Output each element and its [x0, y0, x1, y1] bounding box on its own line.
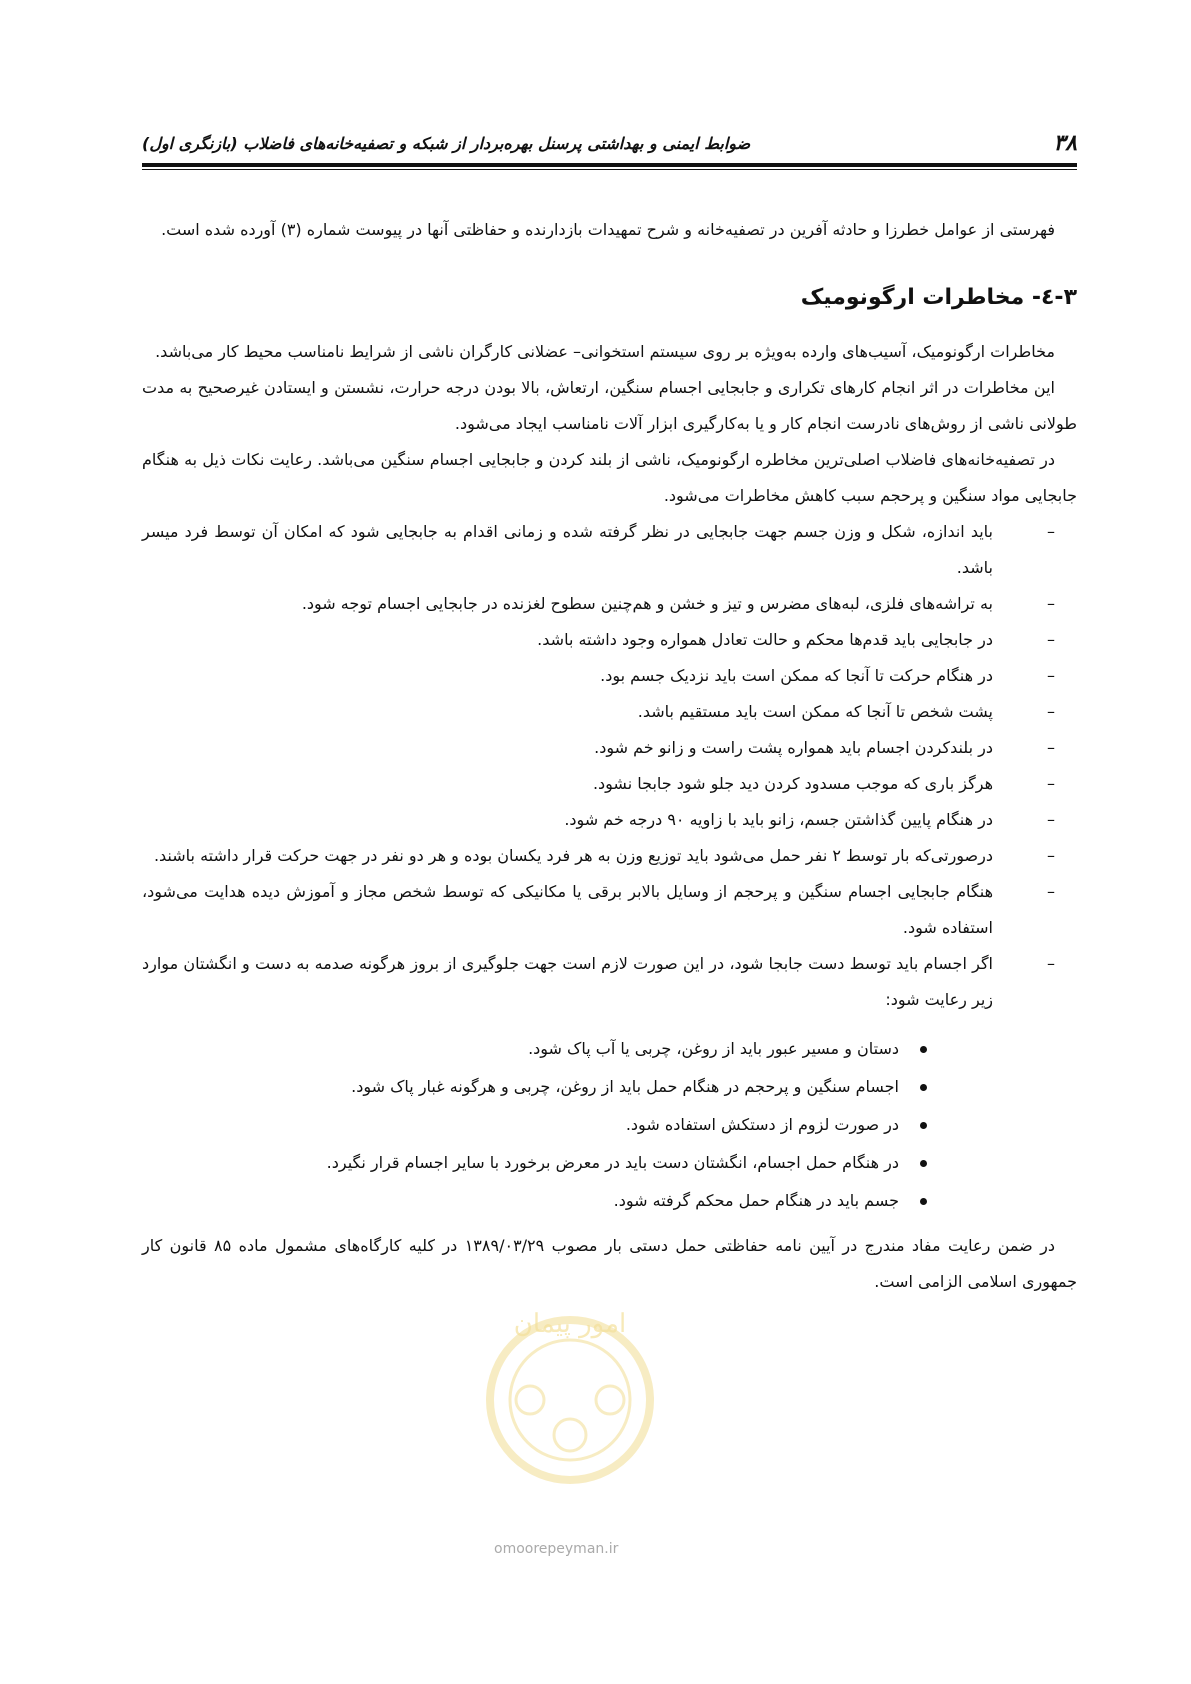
- list-item-text: هرگز باری که موجب مسدود کردن دید جلو شود جابجا نشود.: [592, 774, 993, 793]
- intro-paragraph: فهرستی از عوامل خطرزا و حادثه آفرین در تصفیه‌خانه و شرح تمهیدات بازدارنده و حفاظتی آنها در پیوست شماره (۳) آورده شده است.: [161, 220, 1055, 239]
- dash-marker: –: [1047, 882, 1055, 901]
- list-item: [142, 802, 1077, 838]
- list-item: [142, 766, 1077, 802]
- watermark-text: امور پیمان: [513, 1309, 627, 1339]
- dash-marker: –: [1047, 666, 1055, 685]
- list-item-text: درصورتی‌که بار توسط ۲ نفر حمل می‌شود باید توزیع وزن به هر فرد یکسان بوده و هر دو نفر در جهت حرکت قرار داشته باشند.: [153, 846, 993, 865]
- watermark-url: omoorepeyman.ir: [494, 1541, 619, 1557]
- dash-list: [142, 514, 1077, 1018]
- dash-marker: –: [1047, 630, 1055, 649]
- page-header: [142, 128, 1077, 158]
- bullet-dot-icon: [920, 1122, 927, 1129]
- dash-marker: –: [1047, 522, 1055, 541]
- paragraph-1: مخاطرات ارگونومیک، آسیب‌های وارده به‌ویژه بر روی سیستم استخوانی– عضلانی کارگران ناشی از شرایط نامناسب محیط کار می‌باشد.: [155, 342, 1055, 361]
- paragraph-2: این مخاطرات در اثر انجام کارهای تکراری و جابجایی اجسام سنگین، ارتعاش، بالا بودن درجه حرارت، نشستن و ایستادن غیرصحیح به مدت طولانی ناشی از روش‌های نادرست انجام کار و یا به‌کارگیری ابزار آلات نامناسب ایجاد می‌شود.: [142, 378, 1077, 433]
- header-rule-thin: [142, 169, 1077, 170]
- list-item: [142, 586, 1077, 622]
- section-title: ۳-٤- مخاطرات ارگونومیک: [800, 285, 1077, 310]
- bullet-item: [142, 1144, 1077, 1182]
- list-item: [142, 874, 1077, 946]
- list-item: [142, 730, 1077, 766]
- list-item-text: اگر اجسام باید توسط دست جابجا شود، در این صورت لازم است جهت جلوگیری از بروز هرگونه صدمه به دست و انگشتان موارد زیر رعایت شود:: [142, 954, 993, 1009]
- bullet-item-text: دستان و مسیر عبور باید از روغن، چربی یا آب پاک شود.: [528, 1039, 899, 1058]
- running-title: ضوابط ایمنی و بهداشتی پرسنل بهره‌بردار از شبکه و تصفیه‌خانه‌های فاضلاب (بازنگری اول): [142, 133, 751, 153]
- list-item-text: در هنگام پایین گذاشتن جسم، زانو باید با زاویه ۹۰ درجه خم شود.: [564, 810, 993, 829]
- bullet-item-text: در صورت لزوم از دستکش استفاده شود.: [625, 1115, 899, 1134]
- list-item: [142, 658, 1077, 694]
- list-item: [142, 838, 1077, 874]
- list-item: [142, 622, 1077, 658]
- list-item-text: پشت شخص تا آنجا که ممکن است باید مستقیم باشد.: [637, 702, 993, 721]
- bullet-item-text: جسم باید در هنگام حمل محکم گرفته شود.: [613, 1191, 899, 1210]
- bullet-item: [142, 1068, 1077, 1106]
- header-rule-thick: [142, 163, 1077, 167]
- bullet-list: [142, 1030, 1077, 1220]
- list-item-text: در جابجایی باید قدم‌ها محکم و حالت تعادل همواره وجود داشته باشد.: [537, 630, 993, 649]
- list-item-text: باید اندازه، شکل و وزن جسم جهت جابجایی در نظر گرفته شده و زمانی اقدام به جابجایی شود که امکان آن توسط فرد میسر باشد.: [142, 522, 993, 577]
- bullet-dot-icon: [920, 1160, 927, 1167]
- dash-marker: –: [1047, 738, 1055, 757]
- bullet-item-text: اجسام سنگین و پرحجم در هنگام حمل باید از روغن، چربی و هرگونه غبار پاک شود.: [351, 1077, 899, 1096]
- bullet-item-text: در هنگام حمل اجسام، انگشتان دست باید در معرض برخورد با سایر اجسام قرار نگیرد.: [326, 1153, 899, 1172]
- bullet-dot-icon: [920, 1084, 927, 1091]
- list-item: [142, 694, 1077, 730]
- bullet-item: [142, 1106, 1077, 1144]
- dash-marker: –: [1047, 774, 1055, 793]
- dash-marker: –: [1047, 846, 1055, 865]
- bullet-dot-icon: [920, 1198, 927, 1205]
- body-content: [142, 212, 1077, 1300]
- dash-marker: –: [1047, 954, 1055, 973]
- list-item-text: هنگام جابجایی اجسام سنگین و پرحجم از وسایل بالابر برقی یا مکانیکی که توسط شخص مجاز و آموزش دیده هدایت می‌شود، استفاده شود.: [142, 882, 993, 937]
- list-item-text: در هنگام حرکت تا آنجا که ممکن است باید نزدیک جسم بود.: [600, 666, 993, 685]
- bullet-item: [142, 1182, 1077, 1220]
- list-item: [142, 514, 1077, 586]
- list-item: [142, 946, 1077, 1018]
- dash-marker: –: [1047, 810, 1055, 829]
- page-number: ۳۸: [1053, 130, 1077, 156]
- list-item-text: به تراشه‌های فلزی، لبه‌های مضرس و تیز و خشن و هم‌چنین سطوح لغزنده در جابجایی اجسام توجه شود.: [301, 594, 993, 613]
- paragraph-3: در تصفیه‌خانه‌های فاضلاب اصلی‌ترین مخاطره ارگونومیک، ناشی از بلند کردن و جابجایی اجسام سنگین می‌باشد. رعایت نکات ذیل به هنگام جابجایی مواد سنگین و پرحجم سبب کاهش مخاطرات می‌شود.: [142, 450, 1077, 505]
- dash-marker: –: [1047, 702, 1055, 721]
- closing-paragraph: در ضمن رعایت مفاد مندرج در آیین نامه حفاظتی حمل دستی بار مصوب ۱۳۸۹/۰۳/۲۹ در کلیه کارگاه‌های مشمول ماده ۸۵ قانون کار جمهوری اسلامی الزامی است.: [142, 1236, 1077, 1291]
- bullet-dot-icon: [920, 1046, 927, 1053]
- watermark-logo: [470, 1250, 670, 1550]
- list-item-text: در بلندکردن اجسام باید همواره پشت راست و زانو خم شود.: [594, 738, 993, 757]
- bullet-item: [142, 1030, 1077, 1068]
- dash-marker: –: [1047, 594, 1055, 613]
